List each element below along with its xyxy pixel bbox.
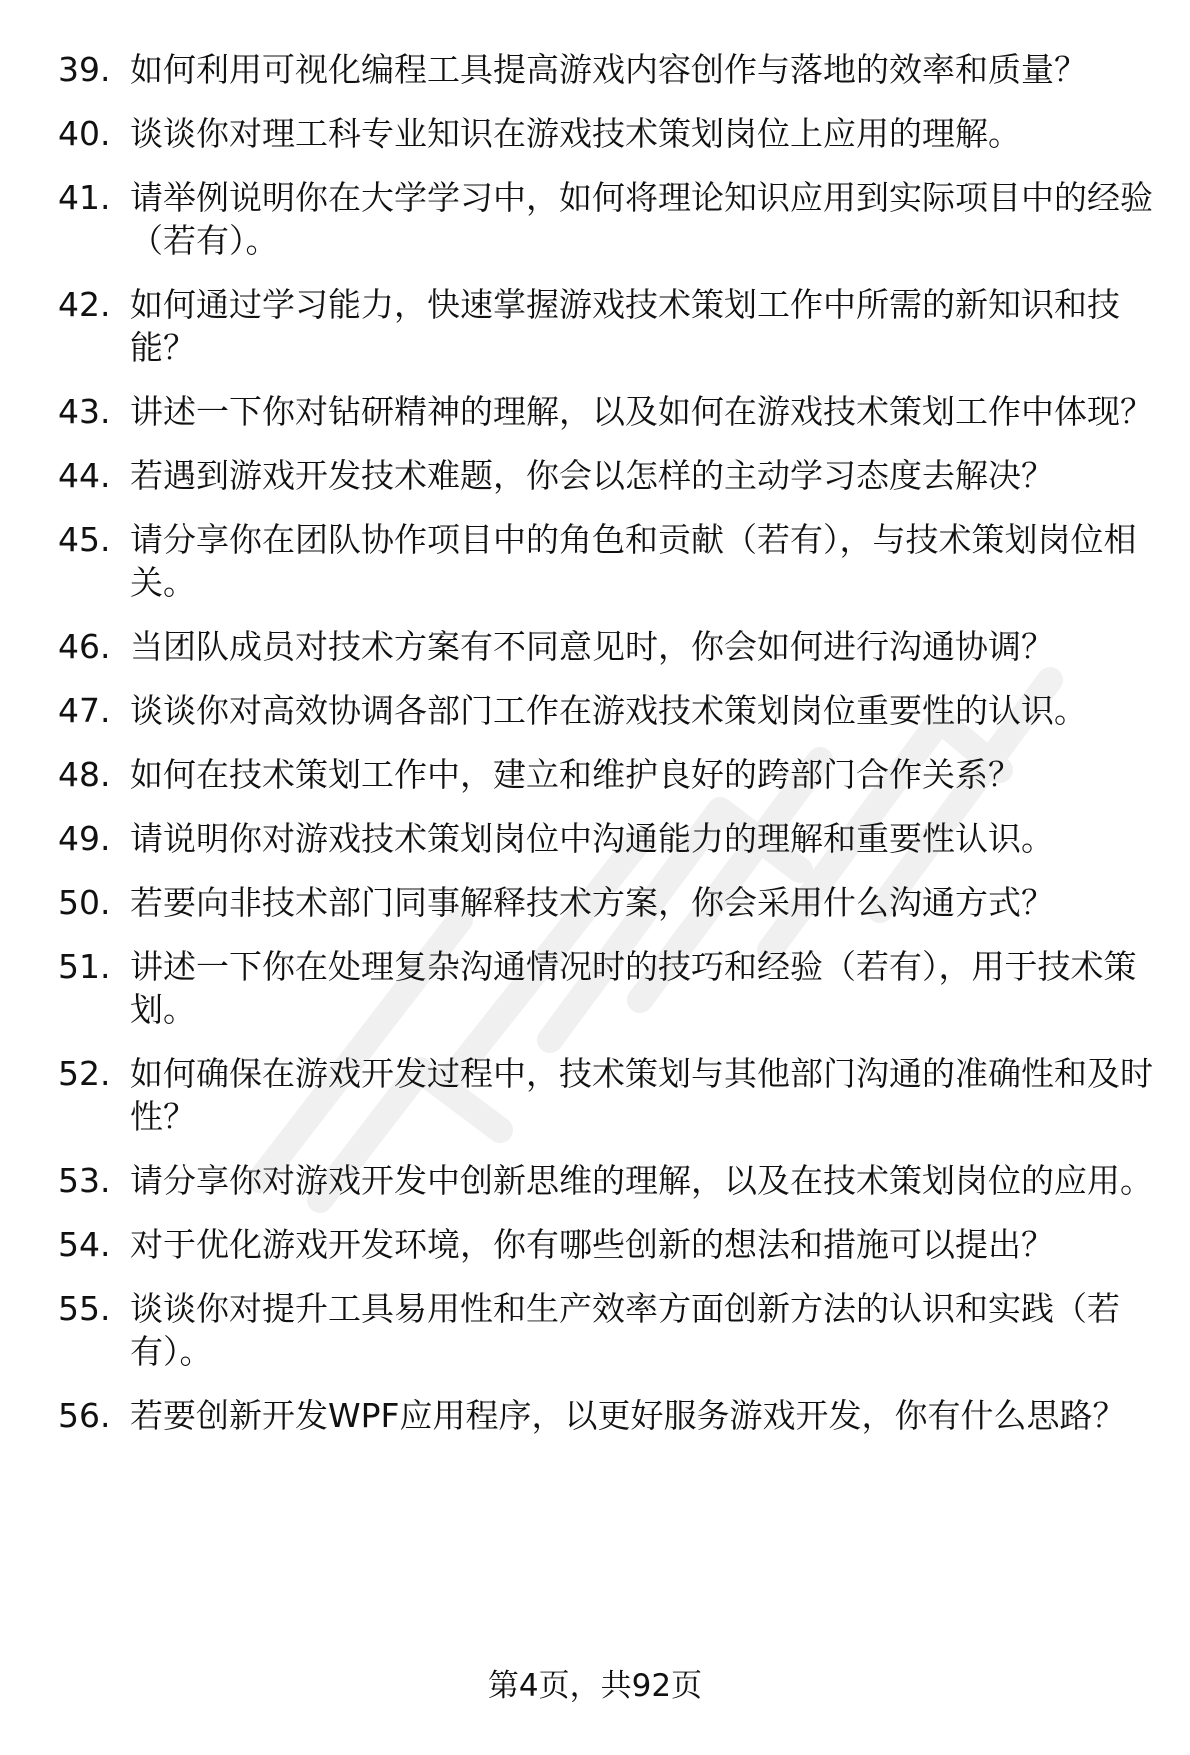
page-footer: 第4页，共92页 <box>487 1668 703 1704</box>
question-text: 如何在技术策划工作中，建立和维护良好的跨部门合作关系？ <box>130 755 1021 794</box>
question-item <box>58 1287 1168 1373</box>
question-item <box>58 1159 1168 1202</box>
question-item <box>58 881 1168 924</box>
question-item <box>58 112 1168 155</box>
question-number: 49. <box>58 819 111 858</box>
question-text: 如何利用可视化编程工具提高游戏内容创作与落地的效率和质量？ <box>130 50 1087 89</box>
question-number: 40. <box>58 114 111 153</box>
question-item <box>58 283 1168 369</box>
question-text: 讲述一下你对钻研精神的理解，以及如何在游戏技术策划工作中体现？ <box>130 392 1153 431</box>
question-item <box>58 1223 1168 1266</box>
question-item <box>58 454 1168 497</box>
question-number: 39. <box>58 50 111 89</box>
question-item <box>58 518 1168 604</box>
question-number: 43. <box>58 392 111 431</box>
question-number: 51. <box>58 947 111 986</box>
question-number: 54. <box>58 1225 111 1264</box>
question-number: 50. <box>58 883 111 922</box>
question-item <box>58 753 1168 796</box>
question-text: 请说明你对游戏技术策划岗位中沟通能力的理解和重要性认识。 <box>130 819 1054 858</box>
question-number: 48. <box>58 755 111 794</box>
question-text: 若要向非技术部门同事解释技术方案，你会采用什么沟通方式？ <box>130 883 1054 922</box>
question-item <box>58 625 1168 668</box>
question-text: 对于优化游戏开发环境，你有哪些创新的想法和措施可以提出？ <box>130 1225 1054 1264</box>
question-number: 41. <box>58 178 111 217</box>
question-number: 47. <box>58 691 111 730</box>
question-text: 讲述一下你在处理复杂沟通情况时的技巧和经验（若有），用于技术策划。 <box>130 947 1137 1029</box>
question-item <box>58 689 1168 732</box>
question-item <box>58 945 1168 1031</box>
question-number: 44. <box>58 456 111 495</box>
question-text: 请举例说明你在大学学习中，如何将理论知识应用到实际项目中的经验（若有）。 <box>130 178 1153 260</box>
question-text: 请分享你对游戏开发中创新思维的理解，以及在技术策划岗位的应用。 <box>130 1161 1153 1200</box>
question-item <box>58 1052 1168 1138</box>
question-text: 谈谈你对提升工具易用性和生产效率方面创新方法的认识和实践（若有）。 <box>130 1289 1120 1371</box>
question-item <box>58 176 1168 262</box>
question-text: 谈谈你对高效协调各部门工作在游戏技术策划岗位重要性的认识。 <box>130 691 1087 730</box>
question-text: 如何确保在游戏开发过程中，技术策划与其他部门沟通的准确性和及时性？ <box>130 1054 1153 1136</box>
question-number: 55. <box>58 1289 111 1328</box>
question-text: 若遇到游戏开发技术难题，你会以怎样的主动学习态度去解决？ <box>130 456 1054 495</box>
question-text: 当团队成员对技术方案有不同意见时，你会如何进行沟通协调？ <box>130 627 1054 666</box>
question-item <box>58 390 1168 433</box>
question-text: 若要创新开发WPF应用程序，以更好服务游戏开发，你有什么思路？ <box>130 1396 1126 1435</box>
question-number: 45. <box>58 520 111 559</box>
question-item <box>58 48 1168 91</box>
question-number: 46. <box>58 627 111 666</box>
question-number: 56. <box>58 1396 111 1435</box>
question-list <box>58 48 1168 1458</box>
question-number: 53. <box>58 1161 111 1200</box>
question-number: 42. <box>58 285 111 324</box>
question-text: 请分享你在团队协作项目中的角色和贡献（若有），与技术策划岗位相关。 <box>130 520 1137 602</box>
question-number: 52. <box>58 1054 111 1093</box>
question-text: 如何通过学习能力，快速掌握游戏技术策划工作中所需的新知识和技能？ <box>130 285 1120 367</box>
question-text: 谈谈你对理工科专业知识在游戏技术策划岗位上应用的理解。 <box>130 114 1021 153</box>
question-item <box>58 817 1168 860</box>
question-item <box>58 1394 1168 1437</box>
